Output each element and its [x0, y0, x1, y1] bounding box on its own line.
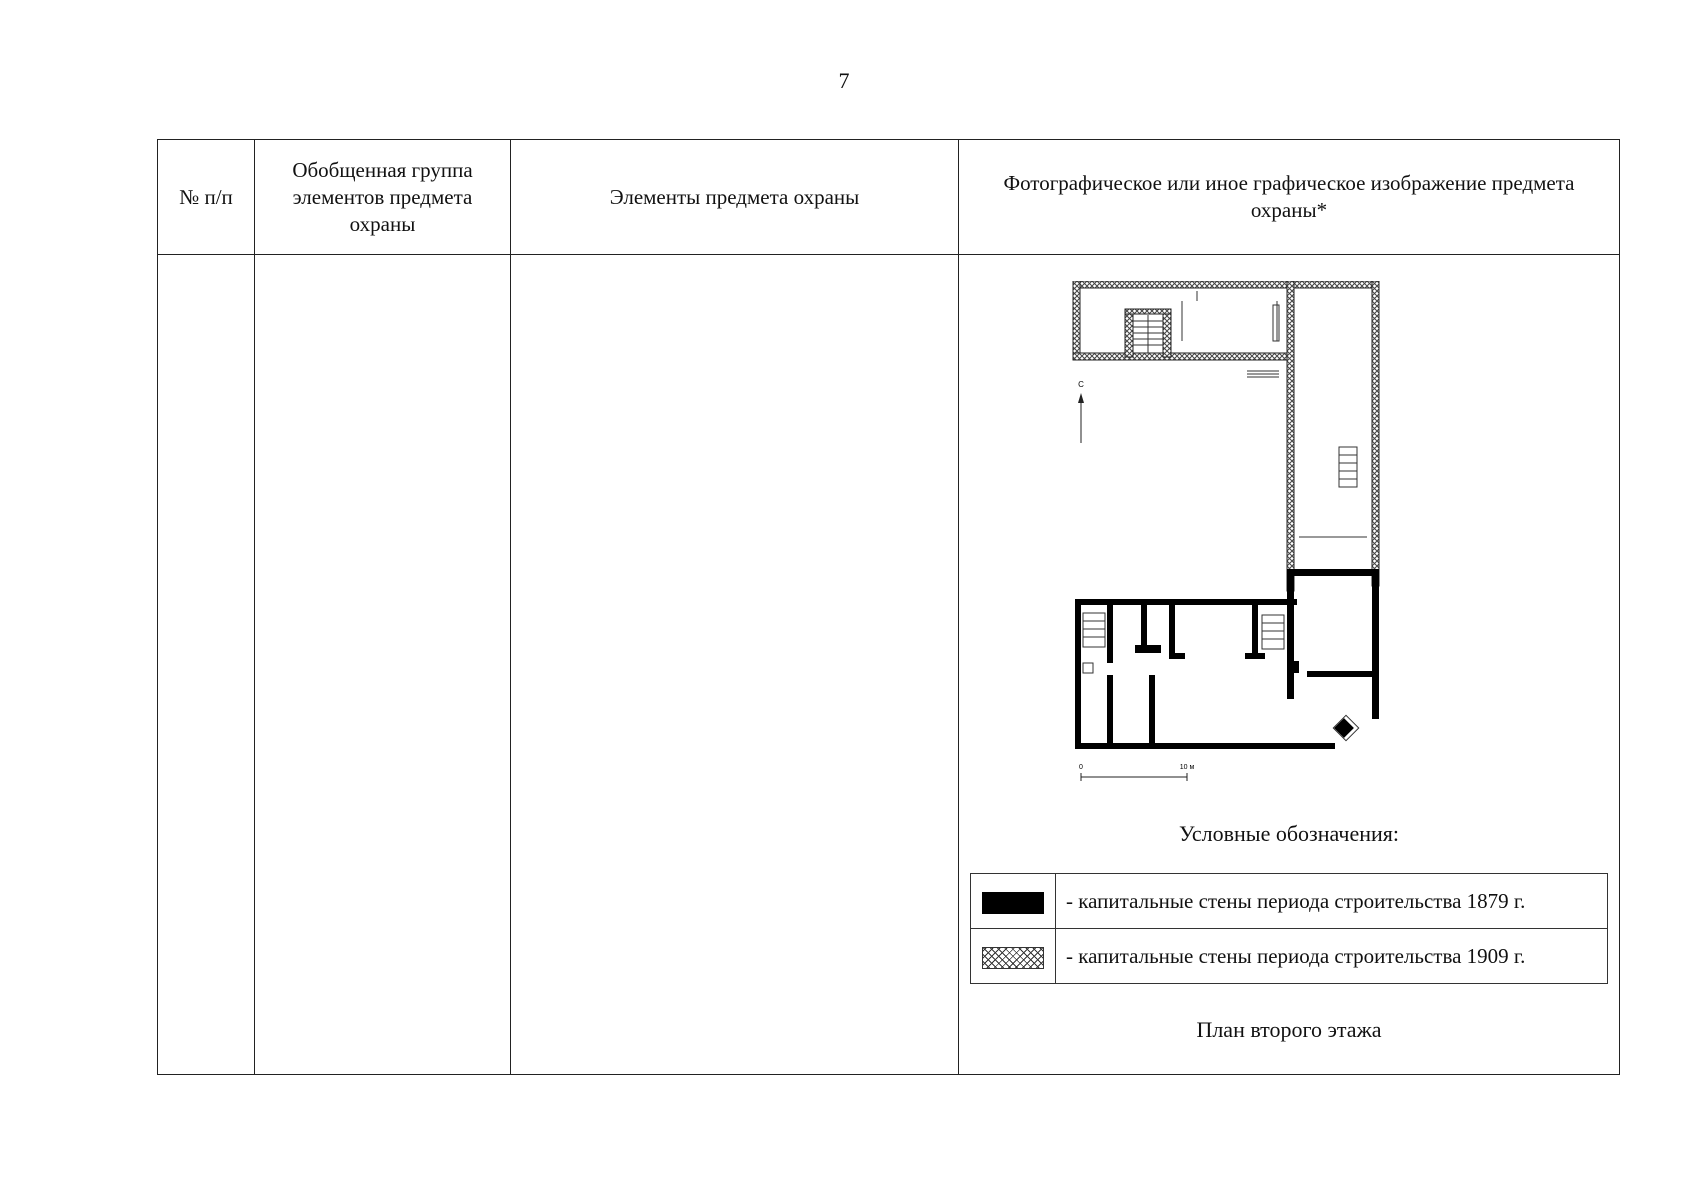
- scale-end: 10 м: [1179, 764, 1195, 771]
- north-arrow: [1078, 380, 1084, 443]
- cell-num: [158, 255, 255, 1075]
- legend-row: [971, 874, 1608, 929]
- header-row: [158, 140, 1620, 255]
- plan-caption: План второго этажа: [1196, 1017, 1382, 1042]
- legend-label: - капитальные стены периода строительства 1879 г.: [1056, 874, 1608, 929]
- legend-row: [971, 929, 1608, 984]
- legend-swatch-cell: [971, 929, 1056, 984]
- wing-1909-walls: [1073, 281, 1379, 591]
- legend-table: [970, 873, 1608, 984]
- header-num: № п/п: [158, 140, 255, 255]
- scale-bar: [1079, 764, 1194, 781]
- cell-image: [959, 255, 1620, 1075]
- legend-swatch-cell: [971, 874, 1056, 929]
- scale-start: 0: [1079, 764, 1083, 771]
- header-elements: Элементы предмета охраны: [511, 140, 959, 255]
- north-label: С: [1078, 380, 1084, 389]
- cell-group: [255, 255, 511, 1075]
- building-1879-walls: [1075, 569, 1379, 749]
- table-row: [158, 255, 1620, 1075]
- header-group: Обобщенная группа элементов предмета охраны: [255, 140, 511, 255]
- protection-table: [157, 139, 1620, 1075]
- page-number: 7: [838, 68, 850, 93]
- header-image: Фотографическое или иное графическое изображение предмета охраны*: [959, 140, 1620, 255]
- cross-hatch-swatch: [982, 947, 1044, 969]
- floor-plan-drawing: [1067, 281, 1397, 791]
- cell-elements: [511, 255, 959, 1075]
- legend-title: Условные обозначения:: [1178, 821, 1400, 846]
- solid-black-swatch: [982, 892, 1044, 914]
- legend-label: - капитальные стены периода строительства 1909 г.: [1056, 929, 1608, 984]
